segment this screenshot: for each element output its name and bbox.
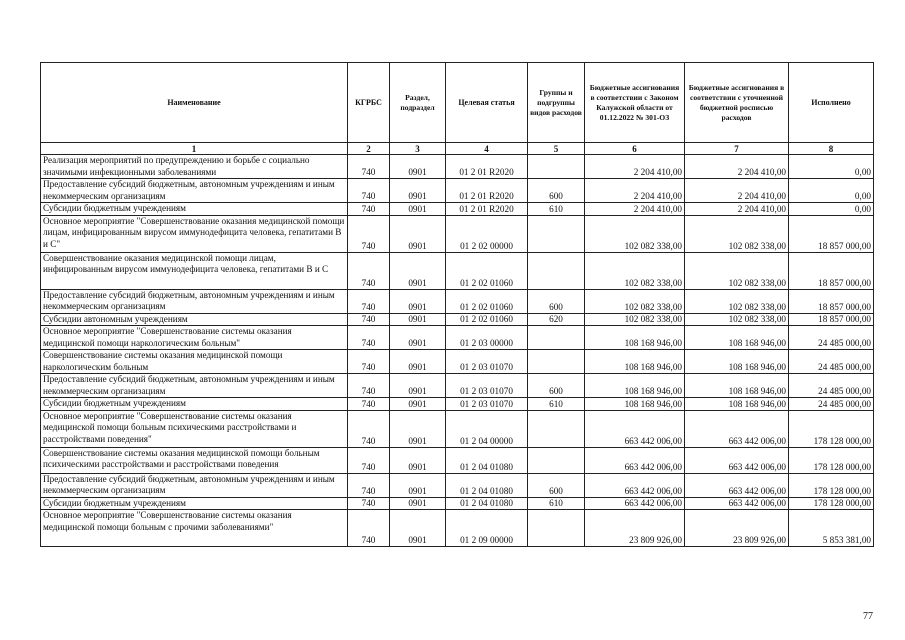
row-target: 01 2 02 01060 <box>446 313 528 326</box>
row-kgrbs: 740 <box>348 398 390 411</box>
table-row <box>41 289 874 313</box>
row-kgrbs: 740 <box>348 410 390 447</box>
budget-table <box>40 62 874 547</box>
row-budget-refined: 108 168 946,00 <box>685 398 789 411</box>
col-number: 5 <box>528 143 585 155</box>
row-kgrbs: 740 <box>348 155 390 179</box>
row-budget-refined: 102 082 338,00 <box>685 289 789 313</box>
row-group <box>528 252 585 289</box>
table-row <box>41 374 874 398</box>
row-name: Предоставление субсидий бюджетным, автономным учреждениям и иным некоммерческим организациям <box>41 473 348 497</box>
row-target: 01 2 04 01080 <box>446 497 528 510</box>
row-budget-refined: 663 442 006,00 <box>685 447 789 473</box>
row-group: 610 <box>528 398 585 411</box>
row-budget-law: 102 082 338,00 <box>585 252 685 289</box>
row-name: Основное мероприятие "Совершенствование системы оказания медицинской помощи больным психическими расстройствами и расстройствами поведения" <box>41 410 348 447</box>
row-budget-refined: 2 204 410,00 <box>685 203 789 216</box>
row-name: Субсидии автономным учреждениям <box>41 313 348 326</box>
row-executed: 178 128 000,00 <box>789 473 874 497</box>
row-name: Совершенствование системы оказания медицинской помощи наркологическим больным <box>41 350 348 374</box>
table-row <box>41 398 874 411</box>
table-row <box>41 252 874 289</box>
row-group: 610 <box>528 203 585 216</box>
table-row <box>41 510 874 547</box>
row-section: 0901 <box>390 510 446 547</box>
row-budget-law: 663 442 006,00 <box>585 473 685 497</box>
row-budget-refined: 102 082 338,00 <box>685 252 789 289</box>
row-kgrbs: 740 <box>348 497 390 510</box>
row-budget-refined: 2 204 410,00 <box>685 179 789 203</box>
row-kgrbs: 740 <box>348 473 390 497</box>
row-budget-law: 2 204 410,00 <box>585 203 685 216</box>
row-name: Основное мероприятие "Совершенствование системы оказания медицинской помощи наркологическим больным" <box>41 326 348 350</box>
row-kgrbs: 740 <box>348 179 390 203</box>
row-name: Совершенствование оказания медицинской помощи лицам, инфицированным вирусом иммунодефицита человека, гепатитами В и С <box>41 252 348 289</box>
row-executed: 0,00 <box>789 155 874 179</box>
table-row <box>41 313 874 326</box>
row-name: Основное мероприятие "Совершенствование системы оказания медицинской помощи больным с прочими заболеваниями" <box>41 510 348 547</box>
row-budget-refined: 108 168 946,00 <box>685 326 789 350</box>
row-target: 01 2 02 01060 <box>446 289 528 313</box>
row-group <box>528 447 585 473</box>
col-number: 8 <box>789 143 874 155</box>
row-group: 600 <box>528 289 585 313</box>
row-section: 0901 <box>390 350 446 374</box>
header-executed: Исполнено <box>789 63 874 143</box>
col-number: 2 <box>348 143 390 155</box>
row-kgrbs: 740 <box>348 374 390 398</box>
row-kgrbs: 740 <box>348 326 390 350</box>
row-group <box>528 510 585 547</box>
row-name: Субсидии бюджетным учреждениям <box>41 203 348 216</box>
table-row <box>41 473 874 497</box>
row-budget-law: 663 442 006,00 <box>585 497 685 510</box>
row-section: 0901 <box>390 155 446 179</box>
row-executed: 18 857 000,00 <box>789 215 874 252</box>
row-budget-refined: 23 809 926,00 <box>685 510 789 547</box>
table-row <box>41 350 874 374</box>
row-target: 01 2 04 01080 <box>446 447 528 473</box>
row-budget-refined: 663 442 006,00 <box>685 410 789 447</box>
row-executed: 24 485 000,00 <box>789 350 874 374</box>
row-budget-refined: 102 082 338,00 <box>685 215 789 252</box>
row-target: 01 2 01 R2020 <box>446 179 528 203</box>
row-group: 600 <box>528 374 585 398</box>
row-budget-law: 102 082 338,00 <box>585 313 685 326</box>
row-executed: 178 128 000,00 <box>789 447 874 473</box>
row-group <box>528 215 585 252</box>
row-executed: 24 485 000,00 <box>789 374 874 398</box>
row-executed: 24 485 000,00 <box>789 398 874 411</box>
row-target: 01 2 04 01080 <box>446 473 528 497</box>
row-target: 01 2 01 R2020 <box>446 155 528 179</box>
row-section: 0901 <box>390 252 446 289</box>
row-kgrbs: 740 <box>348 215 390 252</box>
row-name: Предоставление субсидий бюджетным, автономным учреждениям и иным некоммерческим организациям <box>41 289 348 313</box>
header-section: Раздел, подраздел <box>390 63 446 143</box>
row-section: 0901 <box>390 215 446 252</box>
col-number: 1 <box>41 143 348 155</box>
table-row <box>41 447 874 473</box>
row-name: Субсидии бюджетным учреждениям <box>41 398 348 411</box>
col-number: 4 <box>446 143 528 155</box>
row-budget-law: 108 168 946,00 <box>585 374 685 398</box>
row-budget-law: 102 082 338,00 <box>585 289 685 313</box>
row-budget-law: 2 204 410,00 <box>585 155 685 179</box>
row-budget-refined: 102 082 338,00 <box>685 313 789 326</box>
row-name: Основное мероприятие "Совершенствование оказания медицинской помощи лицам, инфицированным вирусом иммунодефицита человека, гепатитами В и С" <box>41 215 348 252</box>
row-section: 0901 <box>390 313 446 326</box>
col-number: 3 <box>390 143 446 155</box>
row-executed: 18 857 000,00 <box>789 313 874 326</box>
row-target: 01 2 04 00000 <box>446 410 528 447</box>
row-executed: 0,00 <box>789 203 874 216</box>
row-executed: 0,00 <box>789 179 874 203</box>
table-row <box>41 215 874 252</box>
row-kgrbs: 740 <box>348 313 390 326</box>
row-group <box>528 410 585 447</box>
header-groups: Группы и подгруппы видов расходов <box>528 63 585 143</box>
row-name: Предоставление субсидий бюджетным, автономным учреждениям и иным некоммерческим организациям <box>41 374 348 398</box>
row-budget-law: 102 082 338,00 <box>585 215 685 252</box>
row-executed: 18 857 000,00 <box>789 289 874 313</box>
header-target: Целевая статья <box>446 63 528 143</box>
row-budget-refined: 663 442 006,00 <box>685 497 789 510</box>
row-section: 0901 <box>390 398 446 411</box>
page-number: 77 <box>863 611 873 622</box>
header-budget-refined: Бюджетные ассигнования в соответствии с уточненной бюджетной росписью расходов <box>685 63 789 143</box>
row-kgrbs: 740 <box>348 203 390 216</box>
row-group: 600 <box>528 473 585 497</box>
row-target: 01 2 03 01070 <box>446 398 528 411</box>
row-kgrbs: 740 <box>348 252 390 289</box>
row-target: 01 2 02 00000 <box>446 215 528 252</box>
row-section: 0901 <box>390 179 446 203</box>
row-budget-law: 108 168 946,00 <box>585 350 685 374</box>
table-row <box>41 410 874 447</box>
row-section: 0901 <box>390 289 446 313</box>
row-budget-refined: 2 204 410,00 <box>685 155 789 179</box>
row-group: 600 <box>528 179 585 203</box>
row-executed: 178 128 000,00 <box>789 497 874 510</box>
row-budget-law: 663 442 006,00 <box>585 447 685 473</box>
row-group <box>528 155 585 179</box>
header-kgrbs: КГРБС <box>348 63 390 143</box>
row-section: 0901 <box>390 410 446 447</box>
row-section: 0901 <box>390 326 446 350</box>
row-target: 01 2 03 01070 <box>446 350 528 374</box>
row-kgrbs: 740 <box>348 510 390 547</box>
row-target: 01 2 03 00000 <box>446 326 528 350</box>
row-budget-law: 108 168 946,00 <box>585 398 685 411</box>
row-budget-refined: 108 168 946,00 <box>685 374 789 398</box>
header-budget-law: Бюджетные ассигнования в соответствии с Законом Калужской области от 01.12.2022 № 301-ОЗ <box>585 63 685 143</box>
row-executed: 18 857 000,00 <box>789 252 874 289</box>
row-executed: 5 853 381,00 <box>789 510 874 547</box>
row-group: 620 <box>528 313 585 326</box>
row-budget-law: 2 204 410,00 <box>585 179 685 203</box>
row-name: Совершенствование системы оказания медицинской помощи больным психическими расстройствами и расстройствами поведения <box>41 447 348 473</box>
row-target: 01 2 09 00000 <box>446 510 528 547</box>
row-name: Субсидии бюджетным учреждениям <box>41 497 348 510</box>
row-budget-law: 108 168 946,00 <box>585 326 685 350</box>
table-row <box>41 326 874 350</box>
table-row <box>41 155 874 179</box>
row-group: 610 <box>528 497 585 510</box>
row-section: 0901 <box>390 374 446 398</box>
row-section: 0901 <box>390 203 446 216</box>
row-budget-law: 23 809 926,00 <box>585 510 685 547</box>
row-executed: 178 128 000,00 <box>789 410 874 447</box>
header-name: Наименование <box>41 63 348 143</box>
row-section: 0901 <box>390 497 446 510</box>
row-name: Предоставление субсидий бюджетным, автономным учреждениям и иным некоммерческим организациям <box>41 179 348 203</box>
row-executed: 24 485 000,00 <box>789 326 874 350</box>
row-budget-refined: 108 168 946,00 <box>685 350 789 374</box>
table-row <box>41 203 874 216</box>
row-target: 01 2 02 01060 <box>446 252 528 289</box>
row-group <box>528 350 585 374</box>
row-budget-refined: 663 442 006,00 <box>685 473 789 497</box>
row-kgrbs: 740 <box>348 447 390 473</box>
row-kgrbs: 740 <box>348 289 390 313</box>
row-group <box>528 326 585 350</box>
row-target: 01 2 03 01070 <box>446 374 528 398</box>
row-target: 01 2 01 R2020 <box>446 203 528 216</box>
row-budget-law: 663 442 006,00 <box>585 410 685 447</box>
col-number: 7 <box>685 143 789 155</box>
table-row <box>41 179 874 203</box>
row-section: 0901 <box>390 447 446 473</box>
row-name: Реализация мероприятий по предупреждению и борьбе с социально значимыми инфекционными заболеваниями <box>41 155 348 179</box>
table-row <box>41 497 874 510</box>
col-number: 6 <box>585 143 685 155</box>
row-section: 0901 <box>390 473 446 497</box>
row-kgrbs: 740 <box>348 350 390 374</box>
